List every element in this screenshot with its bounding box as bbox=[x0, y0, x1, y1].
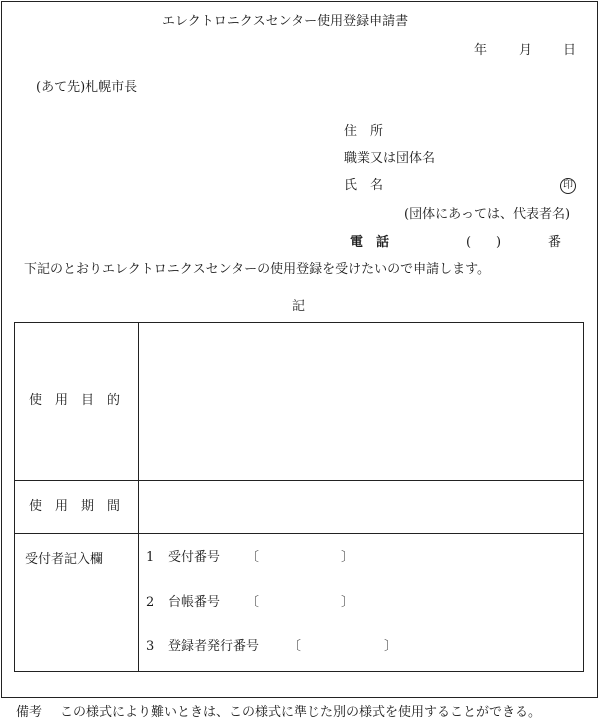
request-sentence: 下記のとおりエレクトロニクスセンターの使用登録を受けたいので申請します。 bbox=[24, 262, 491, 277]
phone-number-suffix: 番 bbox=[548, 235, 562, 250]
phone-label: 電 話 bbox=[350, 235, 390, 250]
reception-item-num: 2 bbox=[146, 595, 155, 610]
remark-text: この様式により難いときは、この様式に準じた別の様式を使用することができる。 bbox=[60, 705, 542, 720]
address-label: 住 所 bbox=[344, 124, 384, 139]
name-label: 氏 名 bbox=[344, 178, 384, 193]
representative-note: (団体にあっては、代表者名) bbox=[404, 207, 571, 222]
reception-item-num: 1 bbox=[146, 550, 155, 565]
period-cell[interactable] bbox=[139, 481, 583, 533]
phone-paren-close: ) bbox=[496, 235, 502, 250]
reception-item-label: 台帳番号 bbox=[168, 595, 221, 610]
reception-bracket-open: 〔 bbox=[288, 639, 302, 654]
reception-bracket-close: 〕 bbox=[384, 639, 398, 654]
seal-mark: 印 bbox=[560, 178, 576, 194]
form-title: エレクトロニクスセンター使用登録申請書 bbox=[162, 14, 409, 29]
phone-paren-open: ( bbox=[466, 235, 472, 250]
reception-item-label: 登録者発行番号 bbox=[168, 639, 260, 654]
date-year: 年 bbox=[474, 43, 488, 58]
period-label: 使用期間 bbox=[29, 499, 134, 514]
reception-bracket-close: 〕 bbox=[341, 595, 355, 610]
reception-item-label: 受付番号 bbox=[168, 550, 221, 565]
ki-heading: 記 bbox=[292, 299, 306, 314]
occupation-label: 職業又は団体名 bbox=[344, 151, 436, 166]
reception-bracket-open: 〔 bbox=[246, 550, 260, 565]
reception-bracket-open: 〔 bbox=[246, 595, 260, 610]
purpose-label: 使用目的 bbox=[29, 393, 134, 408]
purpose-cell[interactable] bbox=[139, 323, 583, 480]
table-row-divider bbox=[15, 533, 583, 534]
application-table bbox=[14, 322, 584, 672]
reception-label: 受付者記入欄 bbox=[25, 552, 104, 567]
remark-label: 備考 bbox=[16, 705, 43, 720]
date-month: 月 bbox=[519, 43, 533, 58]
addressee: (あて先)札幌市長 bbox=[36, 80, 138, 95]
date-day: 日 bbox=[563, 43, 577, 58]
reception-item-num: 3 bbox=[146, 639, 155, 654]
reception-bracket-close: 〕 bbox=[341, 550, 355, 565]
